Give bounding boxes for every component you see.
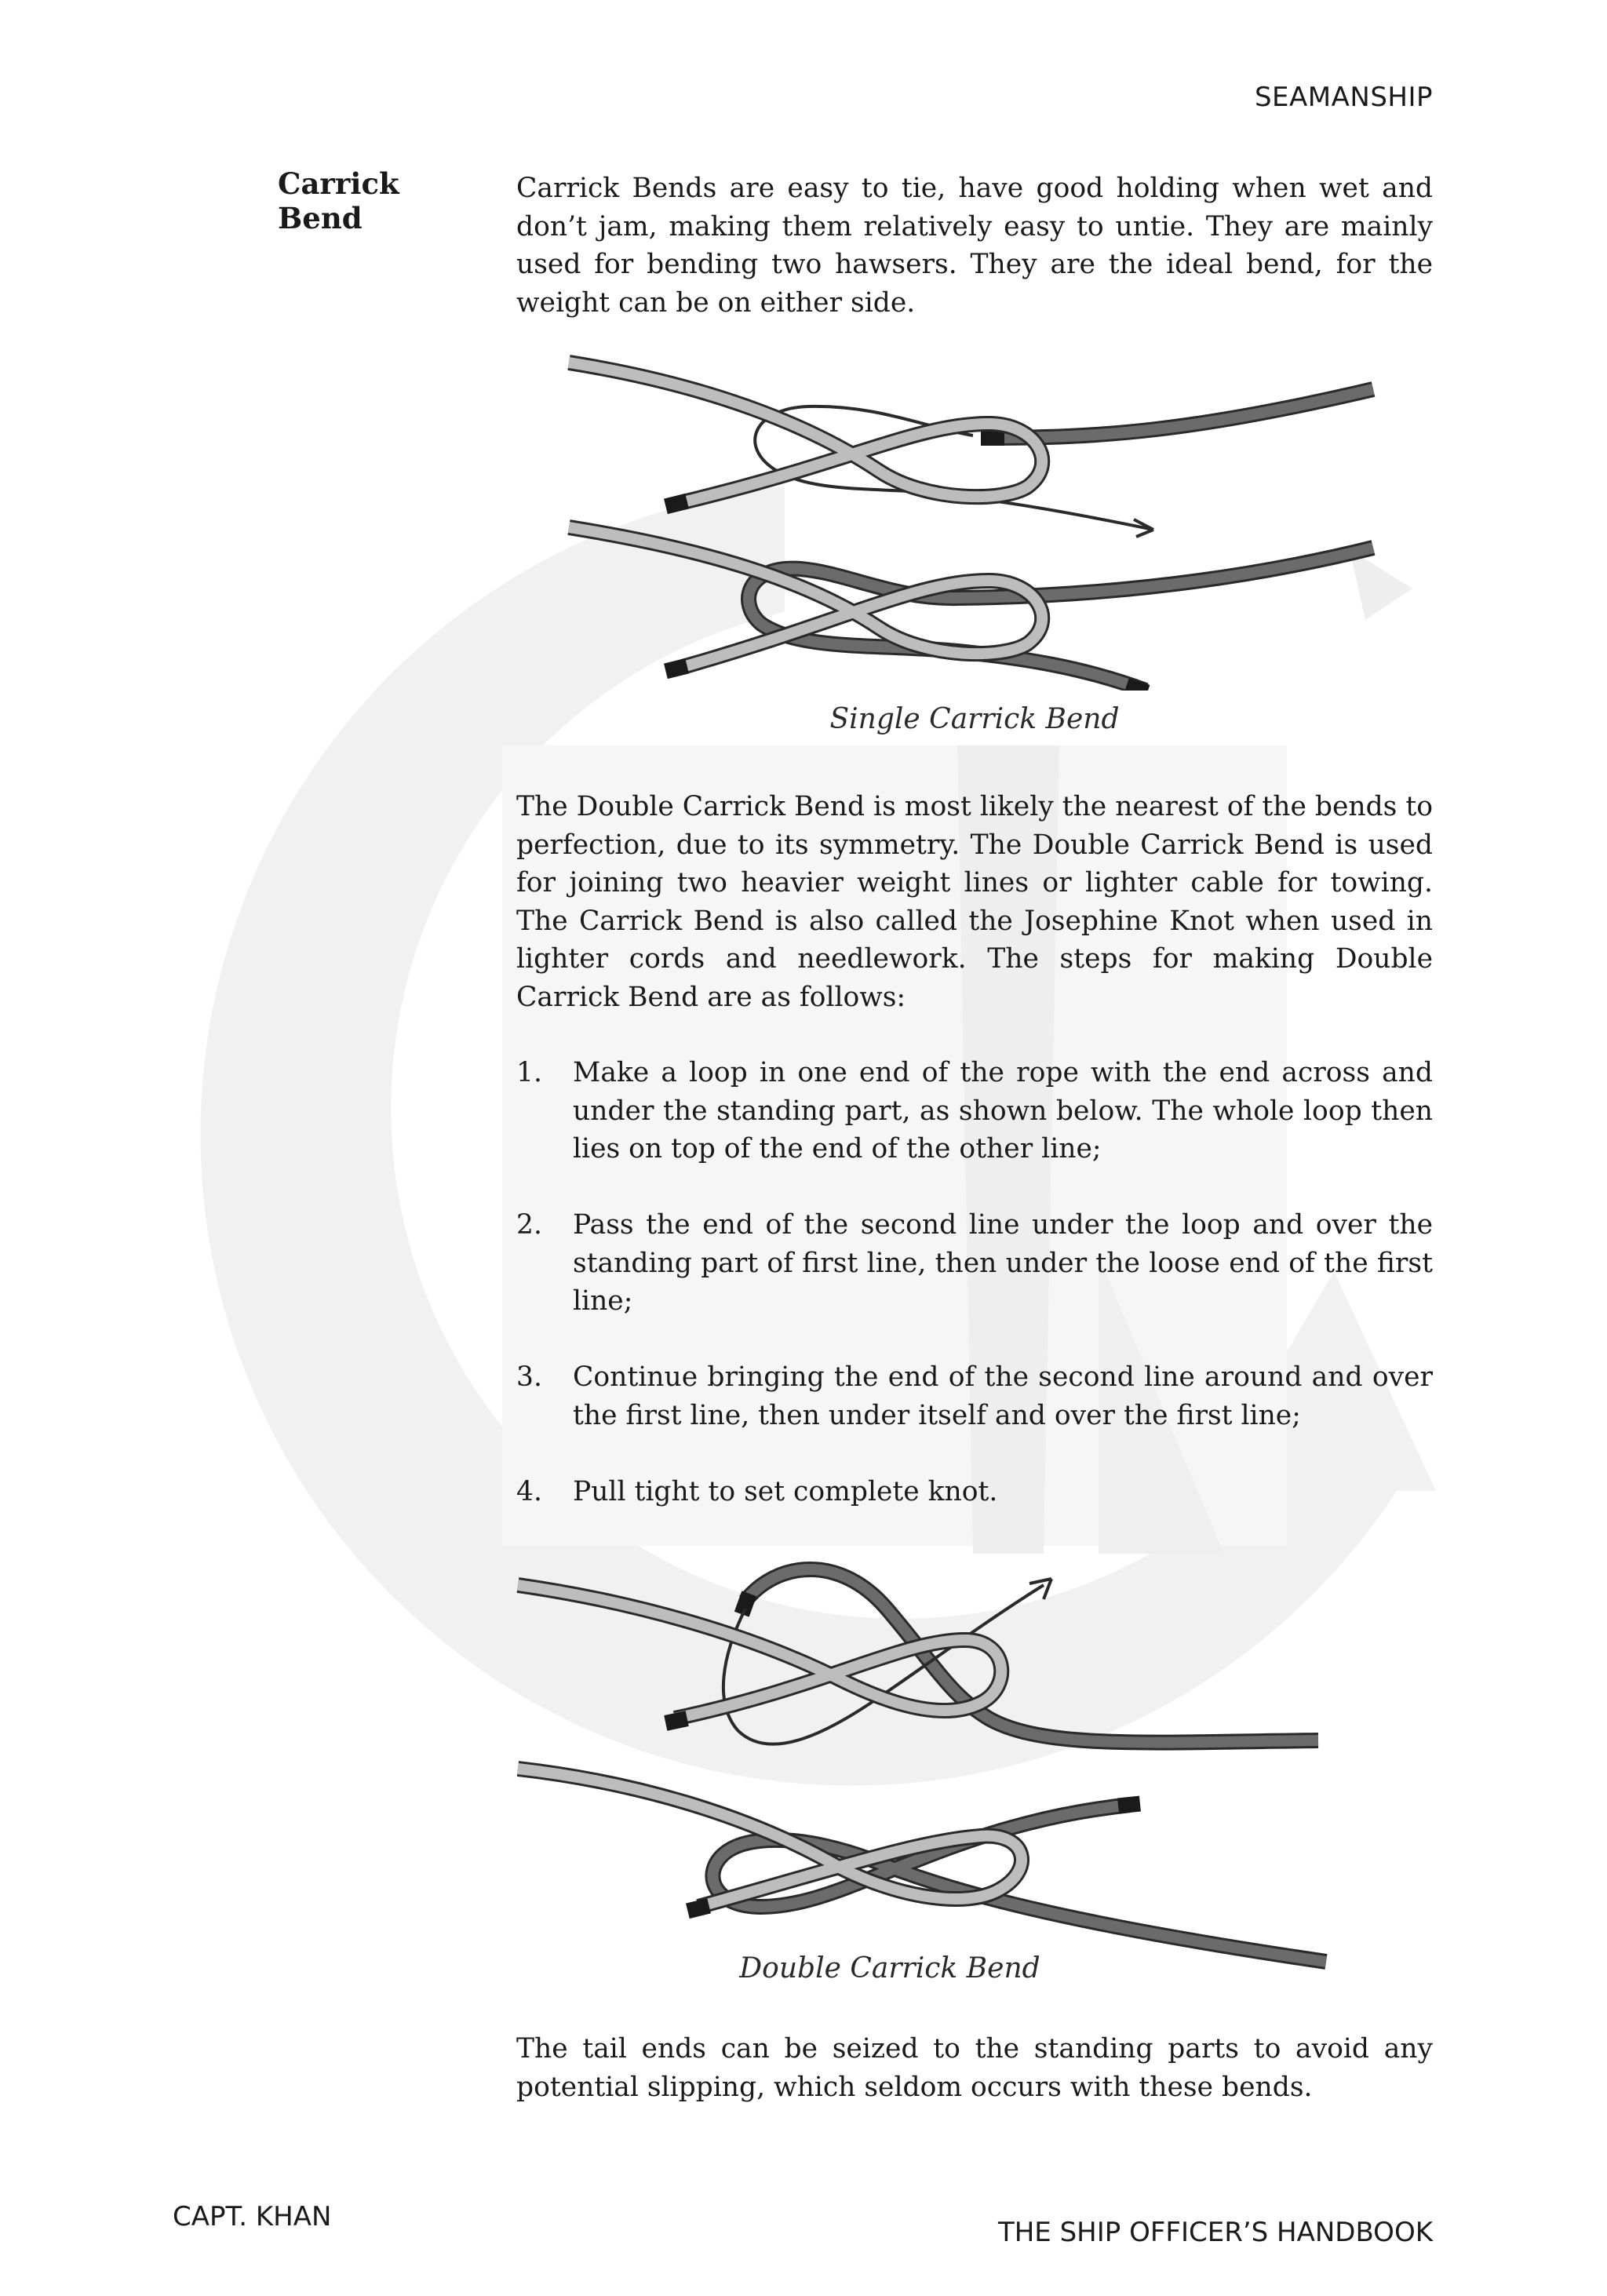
double-carrick-bend-diagram-icon: [510, 1562, 1334, 1970]
step-text: Pull tight to set complete knot.: [573, 1475, 998, 1507]
single-carrick-bend-diagram-icon: [549, 345, 1397, 691]
closing-paragraph: The tail ends can be seized to the standing parts to avoid any potential slipping, which seldom occurs with these bends.: [516, 2033, 1433, 2103]
step-number: 2.: [516, 1209, 542, 1241]
figure-caption-single: Single Carrick Bend: [829, 703, 1120, 735]
double-carrick-paragraph: The Double Carrick Bend is most likely the nearest of the bends to perfection, due to its symmetry. The Double Carrick Bend is used for joining two heavier weight lines or lighter cable for towing. The Carrick Bend is also called the Josephine Knot when used in lighter cords and needlework. The steps for making Double Carrick Bend are as follows:: [516, 791, 1433, 1013]
footer-book-title: THE SHIP OFFICER’S HANDBOOK: [997, 2217, 1433, 2248]
step-text: Pass the end of the second line under the loop and over the standing part of first line, then under the loose end of the first line;: [573, 1209, 1433, 1317]
step-text: Make a loop in one end of the rope with the end across and under the standing part, as shown below. The whole loop then lies on top of the end of the other line;: [573, 1057, 1433, 1164]
steps-list: [516, 1054, 1433, 1549]
page-header-section: SEAMANSHIP: [1254, 82, 1433, 113]
bottom-knot-complete: [518, 1769, 1326, 1962]
step-number: 4.: [516, 1475, 542, 1507]
figure-caption-double: Double Carrick Bend: [739, 1952, 1040, 1984]
list-item: [516, 1473, 1433, 1511]
top-knot-loop: [518, 1569, 1318, 1744]
step-number: 3.: [516, 1361, 542, 1393]
list-item: [516, 1206, 1433, 1321]
footer-author: CAPT. KHAN: [173, 2201, 332, 2232]
list-item: [516, 1054, 1433, 1168]
intro-paragraph: Carrick Bends are easy to tie, have good holding when wet and don’t jam, making them relatively easy to untie. They are mainly used for bending two hawsers. They are the ideal bend, for the weight can be on either side.: [516, 173, 1433, 319]
list-item: [516, 1358, 1433, 1434]
step-number: 1.: [516, 1057, 542, 1088]
section-heading: Carrick Bend: [278, 166, 399, 235]
step-text: Continue bringing the end of the second line around and over the first line, then under itself and over the first line;: [573, 1361, 1433, 1431]
top-knot-step-one: [569, 363, 1373, 537]
bottom-knot-step-two: [569, 527, 1373, 691]
